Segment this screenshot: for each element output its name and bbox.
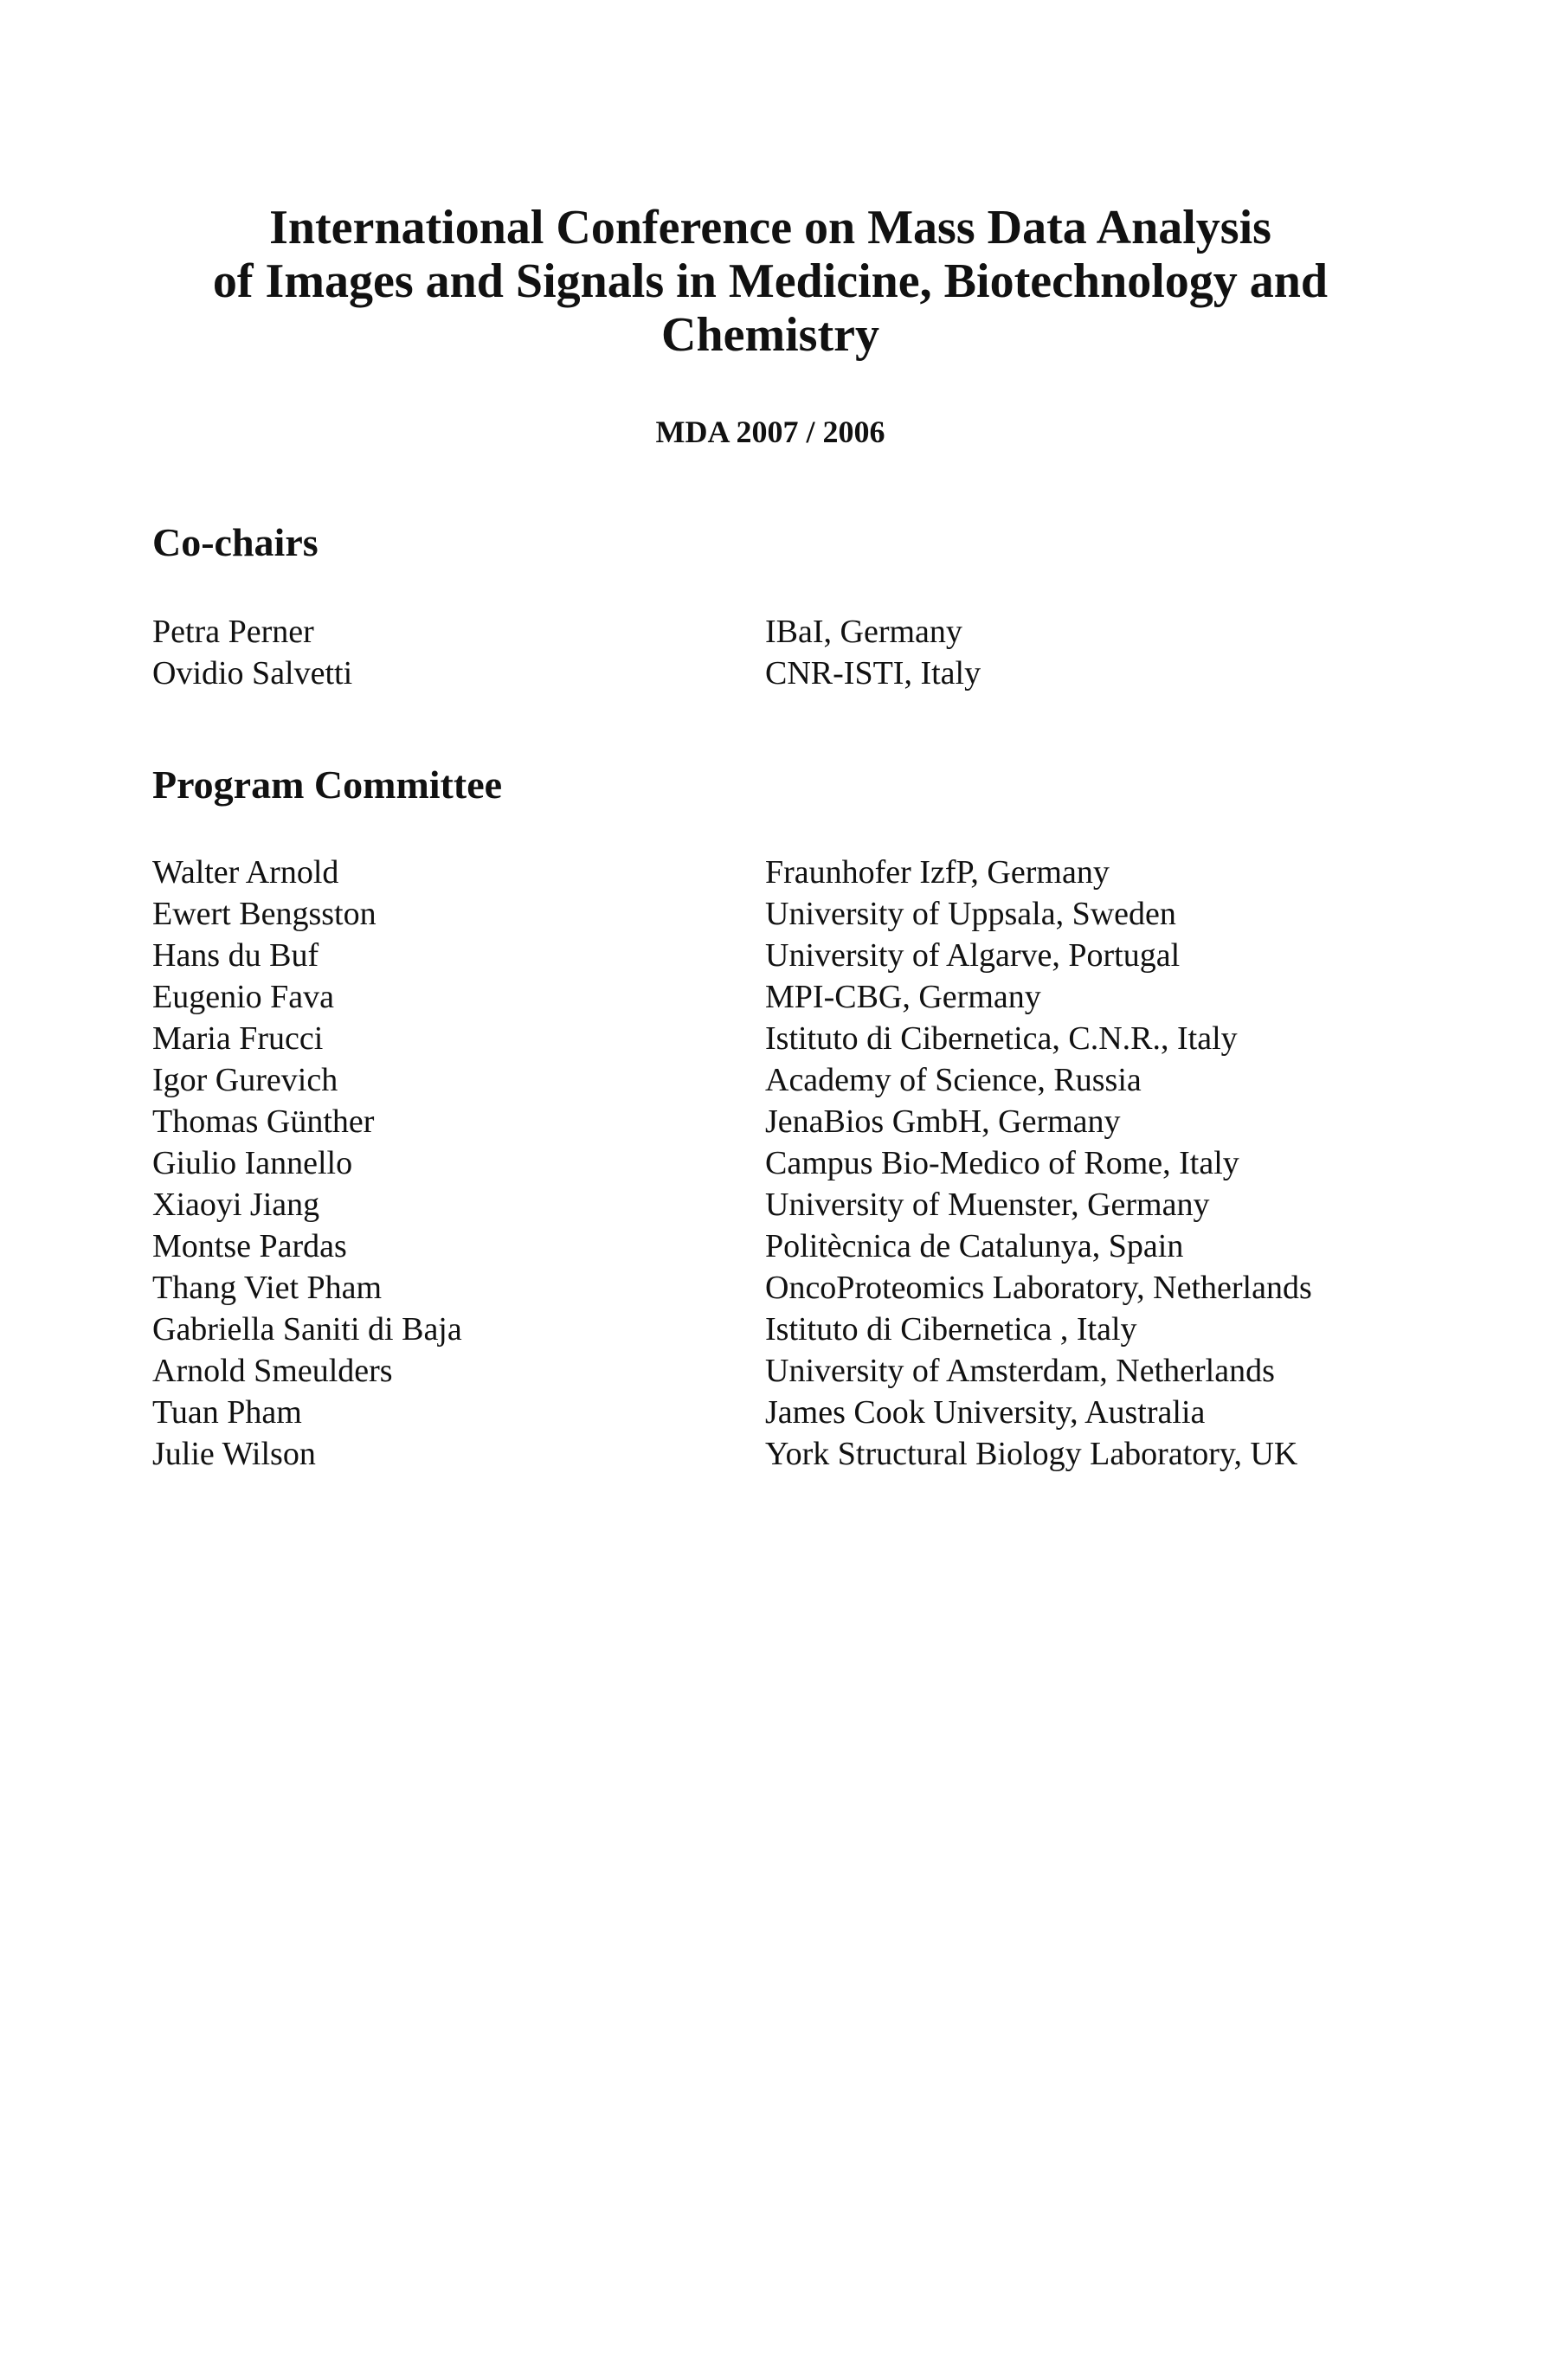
member-affiliation: Politècnica de Catalunya, Spain <box>765 1228 1184 1264</box>
member-name: Maria Frucci <box>152 1020 324 1057</box>
member-name: Tuan Pham <box>152 1394 302 1431</box>
committee-row <box>152 1101 1381 1142</box>
member-affiliation: Istituto di Cibernetica , Italy <box>765 1311 1137 1348</box>
program-committee-list <box>152 852 1381 1475</box>
committee-row <box>152 1309 1381 1350</box>
member-affiliation: Campus Bio-Medico of Rome, Italy <box>765 1145 1239 1181</box>
member-affiliation: Academy of Science, Russia <box>765 1062 1142 1098</box>
cochairs-heading: Co-chairs <box>152 520 319 564</box>
member-name: Hans du Buf <box>152 937 319 974</box>
member-name: Ovidio Salvetti <box>152 655 353 691</box>
member-name: Xiaoyi Jiang <box>152 1187 320 1223</box>
conference-title <box>130 201 1411 362</box>
member-affiliation: University of Algarve, Portugal <box>765 937 1181 974</box>
cochairs-list <box>152 611 1381 694</box>
program-committee-heading: Program Committee <box>152 762 503 807</box>
member-name: Igor Gurevich <box>152 1062 338 1098</box>
committee-row <box>152 852 1381 893</box>
member-affiliation: Fraunhofer IzfP, Germany <box>765 854 1110 891</box>
member-affiliation: MPI-CBG, Germany <box>765 979 1041 1015</box>
committee-row <box>152 1184 1381 1225</box>
member-name: Petra Perner <box>152 614 314 650</box>
committee-row <box>152 1142 1381 1184</box>
member-affiliation: IBaI, Germany <box>765 614 962 650</box>
member-name: Eugenio Fava <box>152 979 335 1015</box>
committee-row <box>152 1225 1381 1267</box>
committee-row <box>152 1018 1381 1059</box>
title-line: of Images and Signals in Medicine, Biotechnology and <box>212 254 1329 308</box>
committee-row <box>152 1433 1381 1475</box>
conference-subtitle: MDA 2007 / 2006 <box>655 415 885 449</box>
member-name: Julie Wilson <box>152 1436 316 1472</box>
member-name: Giulio Iannello <box>152 1145 353 1181</box>
member-affiliation: University of Uppsala, Sweden <box>765 896 1176 932</box>
committee-row <box>152 1059 1381 1101</box>
member-affiliation: Istituto di Cibernetica, C.N.R., Italy <box>765 1020 1238 1057</box>
member-name: Montse Pardas <box>152 1228 347 1264</box>
committee-row <box>152 893 1381 935</box>
member-name: Arnold Smeulders <box>152 1353 393 1389</box>
committee-row <box>152 1350 1381 1392</box>
member-name: Thomas Günther <box>152 1103 375 1140</box>
cochair-row <box>152 611 1381 653</box>
member-affiliation: OncoProteomics Laboratory, Netherlands <box>765 1270 1312 1306</box>
member-affiliation: CNR-ISTI, Italy <box>765 655 981 691</box>
committee-row <box>152 935 1381 976</box>
member-name: Walter Arnold <box>152 854 339 891</box>
title-line: Chemistry <box>661 308 879 362</box>
member-affiliation: James Cook University, Australia <box>765 1394 1206 1431</box>
title-line: International Conference on Mass Data Analysis <box>269 201 1271 254</box>
member-name: Thang Viet Pham <box>152 1270 383 1306</box>
member-name: Ewert Bengsston <box>152 896 376 932</box>
member-affiliation: York Structural Biology Laboratory, UK <box>765 1436 1298 1472</box>
member-affiliation: University of Muenster, Germany <box>765 1187 1210 1223</box>
member-name: Gabriella Saniti di Baja <box>152 1311 462 1348</box>
member-affiliation: JenaBios GmbH, Germany <box>765 1103 1121 1140</box>
cochair-row <box>152 653 1381 694</box>
member-affiliation: University of Amsterdam, Netherlands <box>765 1353 1275 1389</box>
committee-row <box>152 1267 1381 1309</box>
committee-row <box>152 1392 1381 1433</box>
committee-row <box>152 976 1381 1018</box>
